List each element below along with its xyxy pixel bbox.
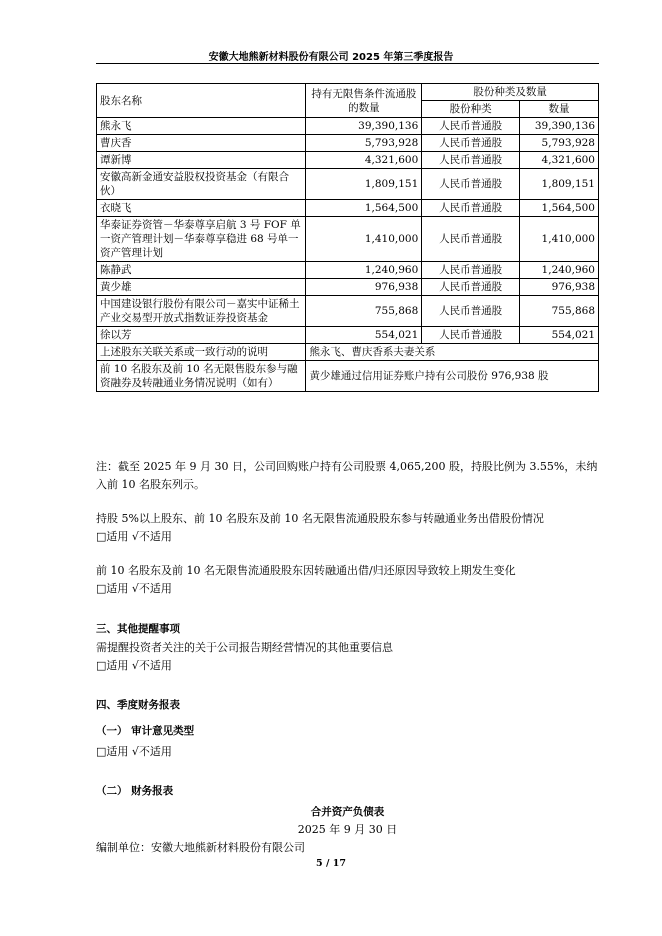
share-type: 人民币普通股 [422, 152, 520, 169]
header-rule [96, 63, 599, 64]
lending-option: □适用 √不适用 [96, 530, 172, 543]
change-title: 前 10 名股东及前 10 名无限售流通股股东因转融通出借/归还原因导致较上期发生变化 [96, 564, 516, 577]
margin-trading-value: 黄少雄通过信用证券账户持有公司股份 976,938 股 [306, 361, 599, 392]
table-row [97, 169, 599, 200]
share-type: 人民币普通股 [422, 200, 520, 217]
share-amount: 39,390,136 [520, 118, 599, 135]
share-amount: 554,021 [520, 327, 599, 344]
shareholder-name: 陈静武 [97, 262, 306, 279]
shareholder-qty: 1,809,151 [306, 169, 422, 200]
table-row [97, 279, 599, 296]
share-type: 人民币普通股 [422, 262, 520, 279]
share-type: 人民币普通股 [422, 279, 520, 296]
shareholder-name: 徐以芳 [97, 327, 306, 344]
audit-opinion-heading: （一） 审计意见类型 [96, 725, 195, 737]
shareholder-qty: 554,021 [306, 327, 422, 344]
shareholder-qty: 755,868 [306, 296, 422, 327]
shareholder-qty: 1,410,000 [306, 217, 422, 262]
shareholder-name: 谭新博 [97, 152, 306, 169]
related-party-label: 上述股东关联关系或一致行动的说明 [97, 344, 306, 361]
share-type: 人民币普通股 [422, 135, 520, 152]
col-header-name: 股东名称 [97, 84, 306, 118]
share-amount: 1,240,960 [520, 262, 599, 279]
balance-sheet-date: 2025 年 9 月 30 日 [297, 823, 398, 836]
margin-trading-row [97, 361, 599, 392]
share-type: 人民币普通股 [422, 296, 520, 327]
shareholder-name: 黄少雄 [97, 279, 306, 296]
col-header-amount: 数量 [520, 101, 599, 118]
share-amount: 976,938 [520, 279, 599, 296]
share-amount: 4,321,600 [520, 152, 599, 169]
audit-opinion-option: □适用 √不适用 [96, 745, 172, 758]
table-row [97, 152, 599, 169]
col-header-type-group: 股份种类及数量 [422, 84, 599, 101]
shareholder-name: 熊永飞 [97, 118, 306, 135]
share-type: 人民币普通股 [422, 327, 520, 344]
shareholder-qty: 976,938 [306, 279, 422, 296]
share-amount: 755,868 [520, 296, 599, 327]
shareholder-qty: 39,390,136 [306, 118, 422, 135]
table-row [97, 327, 599, 344]
balance-sheet-title: 合并资产负债表 [310, 806, 385, 818]
shareholder-qty: 1,564,500 [306, 200, 422, 217]
shareholder-name: 华泰证券资管－华泰尊享启航 3 号 FOF 单一资产管理计划－华泰尊享稳进 68 号单一资产管理计划 [97, 217, 306, 262]
shareholders-table [96, 83, 599, 392]
share-amount: 1,809,151 [520, 169, 599, 200]
section3-text: 需提醒投资者关注的关于公司报告期经营情况的其他重要信息 [96, 641, 393, 654]
section3-option: □适用 √不适用 [96, 659, 172, 672]
table-row [97, 262, 599, 279]
shareholder-name: 衣晓飞 [97, 200, 306, 217]
table-row [97, 118, 599, 135]
financial-statements-heading: （二） 财务报表 [96, 785, 174, 797]
compiler-unit: 编制单位：安徽大地熊新材料股份有限公司 [96, 841, 305, 854]
shareholder-qty: 5,793,928 [306, 135, 422, 152]
shareholder-name: 中国建设银行股份有限公司－嘉实中证稀土产业交易型开放式指数证券投资基金 [97, 296, 306, 327]
table-header-row [97, 84, 599, 101]
page-number: 5 / 17 [316, 858, 346, 869]
margin-trading-label: 前 10 名股东及前 10 名无限售股东参与融资融券及转融通业务情况说明（如有） [97, 361, 306, 392]
share-amount: 1,564,500 [520, 200, 599, 217]
table-row [97, 135, 599, 152]
shareholder-name: 安徽高新金通安益股权投资基金（有限合伙） [97, 169, 306, 200]
share-amount: 1,410,000 [520, 217, 599, 262]
shareholder-qty: 1,240,960 [306, 262, 422, 279]
table-note: 注：截至 2025 年 9 月 30 日，公司回购账户持有公司股票 4,065,200 股，持股比例为 3.55%，未纳入前 10 名股东列示。 [96, 460, 598, 491]
share-type: 人民币普通股 [422, 118, 520, 135]
section4-heading: 四、季度财务报表 [96, 699, 180, 711]
related-party-value: 熊永飞、曹庆香系夫妻关系 [306, 344, 599, 361]
related-party-row [97, 344, 599, 361]
shareholder-qty: 4,321,600 [306, 152, 422, 169]
section3-heading: 三、其他提醒事项 [96, 623, 180, 635]
table-row [97, 217, 599, 262]
share-amount: 5,793,928 [520, 135, 599, 152]
table-row [97, 296, 599, 327]
table-row [97, 200, 599, 217]
col-header-type: 股份种类 [422, 101, 520, 118]
shareholder-name: 曹庆香 [97, 135, 306, 152]
share-type: 人民币普通股 [422, 169, 520, 200]
share-type: 人民币普通股 [422, 217, 520, 262]
change-option: □适用 √不适用 [96, 582, 172, 595]
lending-title: 持股 5%以上股东、前 10 名股东及前 10 名无限售流通股股东参与转融通业务出借股份情况 [96, 512, 544, 525]
report-header: 安徽大地熊新材料股份有限公司 2025 年第三季度报告 [208, 52, 454, 63]
col-header-qty: 持有无限售条件流通股的数量 [306, 84, 422, 118]
